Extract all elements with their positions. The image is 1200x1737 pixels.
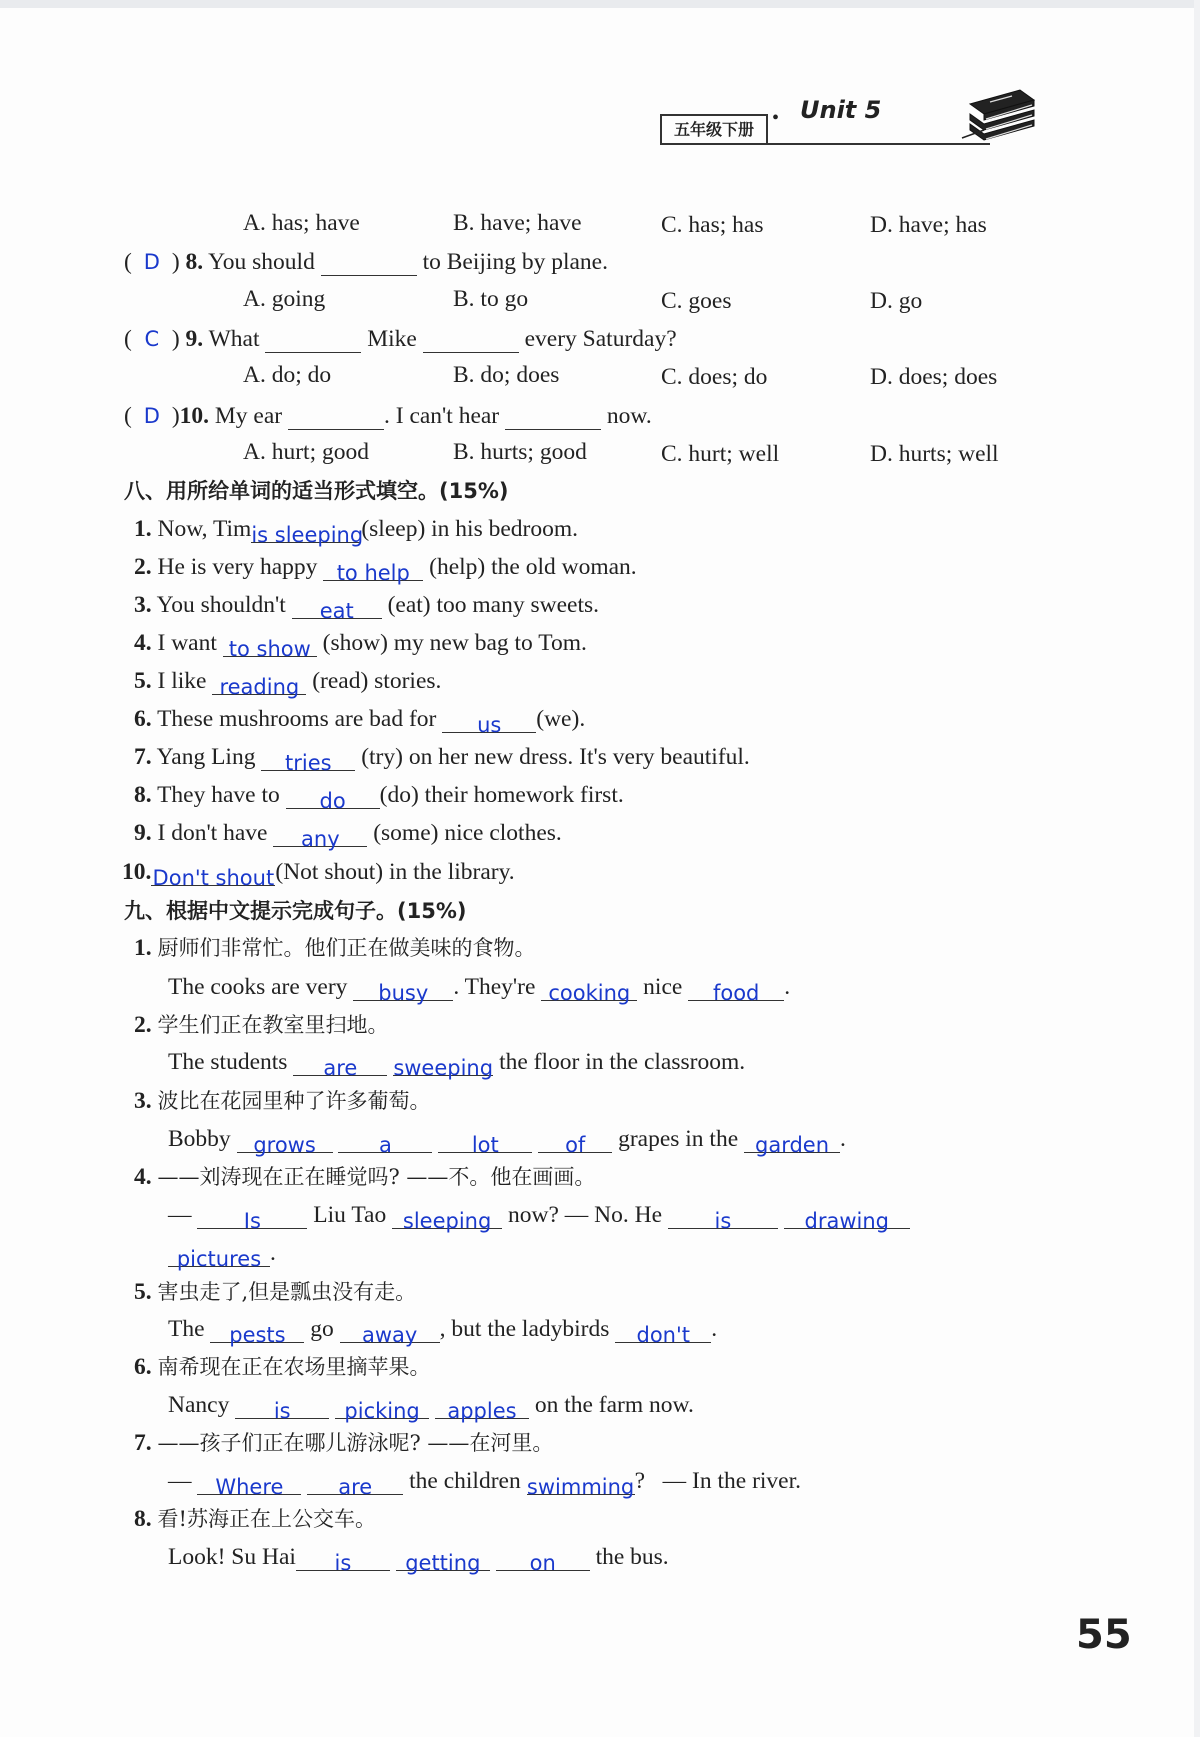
- s8-blank: [251, 516, 364, 547]
- s9-text: Liu Tao: [313, 1202, 387, 1228]
- header-dot: •: [772, 107, 780, 129]
- s9-text: The cooks are very: [168, 974, 348, 1000]
- q10-option-d: D. hurts; well: [870, 441, 999, 467]
- s8-answer: is sleeping: [251, 523, 364, 547]
- s9-text: .: [270, 1240, 276, 1266]
- s9-dash: —: [168, 1468, 192, 1494]
- s9-text: The students: [168, 1049, 288, 1075]
- s9-q5-en: [168, 1314, 718, 1347]
- s9-q6-cn: [134, 1352, 431, 1382]
- question-9: ( C ) 9. What Mike every Saturday?: [124, 326, 677, 352]
- s9-blank: [293, 1049, 387, 1080]
- q9-option-d: D. does; does: [870, 364, 998, 390]
- s8-item-text-post: (we).: [536, 706, 586, 732]
- header-rule: [660, 143, 990, 145]
- q8-option-b: B. to go: [453, 286, 529, 312]
- s9-blank: [615, 1316, 711, 1347]
- s9-answer: a: [379, 1133, 392, 1157]
- s8-item-text-post: (show) my new bag to Tom.: [322, 630, 587, 656]
- q9-option-c: C. does; do: [661, 364, 768, 390]
- s8-item-number: 1.: [134, 516, 152, 542]
- section-9-title: 九、根据中文提示完成句子。(15%): [124, 899, 467, 923]
- q7-option-b: B. have; have: [453, 210, 582, 236]
- s8-item-3: [134, 590, 600, 623]
- s8-item-text-pre: I don't have: [157, 820, 268, 846]
- s8-item-text-post: (sleep) in his bedroom.: [361, 516, 579, 542]
- s9-answer: grows: [253, 1133, 316, 1157]
- s8-item-2: [134, 552, 637, 585]
- s8-item-number: 9.: [134, 820, 152, 846]
- q9-option-a: A. do; do: [243, 362, 332, 388]
- s8-item-text-pre: You shouldn't: [156, 592, 286, 618]
- s9-q8-number: 8.: [134, 1506, 152, 1532]
- q8-text-post: to Beijing by plane.: [422, 249, 608, 275]
- s9-blank: [526, 1468, 635, 1499]
- s9-answer: on: [529, 1551, 556, 1575]
- s9-blank: [340, 1316, 440, 1347]
- s9-answer: drawing: [804, 1209, 889, 1233]
- s9-q1-cn: [134, 933, 536, 963]
- s8-item-text-post: (Not shout) in the library.: [275, 859, 515, 885]
- s9-q5-number: 5.: [134, 1279, 152, 1305]
- s8-item-text-pre: I like: [157, 668, 207, 694]
- s9-dash: —: [168, 1202, 192, 1228]
- scan-edge-right: [1194, 0, 1200, 1737]
- q9-option-b: B. do; does: [453, 362, 560, 388]
- s9-blank: [784, 1202, 910, 1233]
- s9-blank: [237, 1126, 333, 1157]
- s9-blank: [335, 1392, 429, 1423]
- s8-item-number: 10.: [122, 859, 152, 885]
- s8-item-text-post: (do) their homework first.: [379, 782, 624, 808]
- s9-text: The: [168, 1316, 205, 1342]
- s9-q8-cn: [134, 1504, 376, 1534]
- s9-blank: [168, 1240, 270, 1271]
- s9-answer: sweeping: [393, 1056, 494, 1080]
- s8-item-text-pre: He is very happy: [157, 554, 318, 580]
- s8-answer: eat: [319, 599, 354, 623]
- s8-blank: [261, 744, 355, 775]
- q9-answer: C: [144, 327, 160, 351]
- s9-answer: are: [323, 1056, 358, 1080]
- s9-q3-en: [168, 1124, 846, 1157]
- s8-item-text-post: (help) the old woman.: [429, 554, 637, 580]
- s9-q4-en-cont: [168, 1238, 276, 1271]
- q8-option-d: D. go: [870, 288, 923, 314]
- s9-q4-en: [168, 1200, 910, 1233]
- q10-answer: D: [143, 404, 160, 428]
- s9-q2-chinese: 学生们正在教室里扫地。: [157, 1013, 389, 1037]
- q9-blank-1: [265, 326, 361, 353]
- s9-blank: [393, 1049, 494, 1080]
- s8-answer: reading: [219, 675, 300, 699]
- s9-text: on the farm now.: [534, 1392, 694, 1418]
- s9-text: Bobby: [168, 1126, 231, 1152]
- s8-blank: [286, 782, 380, 813]
- s9-answer: sleeping: [402, 1209, 492, 1233]
- s9-answer: is: [273, 1399, 291, 1423]
- s9-answer: Where: [215, 1475, 284, 1499]
- s9-blank: [197, 1468, 301, 1499]
- s9-blank: [435, 1392, 529, 1423]
- s9-blank: [353, 974, 453, 1005]
- s9-answer: is: [714, 1209, 732, 1233]
- s8-blank: [212, 668, 306, 699]
- s9-answer: busy: [378, 981, 429, 1005]
- s8-item-7: [134, 742, 750, 775]
- s8-answer: tries: [285, 751, 332, 775]
- grade-label: 五年级下册: [660, 114, 768, 144]
- q9-text-mid: Mike: [367, 326, 417, 352]
- s9-text: go: [310, 1316, 334, 1342]
- q10-text-mid: . I can't hear: [384, 403, 500, 429]
- q8-option-a: A. going: [243, 286, 326, 312]
- s9-q2-number: 2.: [134, 1012, 152, 1038]
- q10-text-post: now.: [606, 403, 652, 429]
- s9-blank: [197, 1202, 307, 1233]
- s9-blank: [668, 1202, 778, 1233]
- s9-answer: is: [334, 1551, 352, 1575]
- s9-q2-en: [168, 1047, 746, 1080]
- s8-item-text-post: (read) stories.: [312, 668, 442, 694]
- q10-option-c: C. hurt; well: [661, 441, 780, 467]
- s9-answer: apples: [447, 1399, 517, 1423]
- q7-option-a: A. has; have: [243, 210, 360, 236]
- q9-text-pre: What: [208, 326, 260, 352]
- s8-item-9: [134, 818, 562, 851]
- s8-item-number: 8.: [134, 782, 152, 808]
- s8-item-number: 7.: [134, 744, 152, 770]
- s8-answer: to help: [336, 561, 410, 585]
- q8-answer: D: [143, 250, 160, 274]
- s9-q6-chinese: 南希现在正在农场里摘苹果。: [157, 1355, 431, 1379]
- s9-answer: lot: [471, 1133, 499, 1157]
- s9-q4-number: 4.: [134, 1164, 152, 1190]
- s9-blank: [338, 1126, 432, 1157]
- q10-number: 10.: [179, 403, 210, 429]
- s8-item-1: [134, 514, 579, 547]
- s9-blank: [538, 1126, 612, 1157]
- s9-answer: garden: [755, 1133, 830, 1157]
- s9-blank: [392, 1202, 502, 1233]
- s8-item-text-pre: These mushrooms are bad for: [157, 706, 437, 732]
- s8-item-6: [134, 704, 586, 737]
- s9-text: . They're: [453, 974, 536, 1000]
- s9-q2-cn: [134, 1010, 389, 1040]
- q10-option-a: A. hurt; good: [243, 439, 369, 465]
- s9-answer: pictures: [176, 1247, 262, 1271]
- s9-answer: food: [712, 981, 760, 1005]
- s9-q5-chinese: 害虫走了,但是瓢虫没有走。: [157, 1280, 417, 1304]
- scan-edge: [0, 0, 1200, 8]
- s8-blank: [223, 630, 317, 661]
- q8-number: 8.: [185, 249, 204, 275]
- s9-q3-number: 3.: [134, 1088, 152, 1114]
- s9-q4-cn: [134, 1162, 595, 1192]
- s9-answer: picking: [344, 1399, 420, 1423]
- s9-q1-en: [168, 972, 791, 1005]
- q10-blank-2: [505, 403, 601, 430]
- s9-text: — In the river.: [662, 1468, 802, 1494]
- s9-blank: [210, 1316, 304, 1347]
- question-10: ( D )10. My ear . I can't hear now.: [124, 403, 652, 429]
- s9-answer: are: [338, 1475, 373, 1499]
- q10-option-b: B. hurts; good: [453, 439, 587, 465]
- s9-text: .: [840, 1126, 846, 1152]
- s9-answer: cooking: [548, 981, 631, 1005]
- s8-item-text-post: (try) on her new dress. It's very beautiful.: [361, 744, 750, 770]
- s9-q6-en: [168, 1390, 694, 1423]
- s9-blank: [235, 1392, 329, 1423]
- s8-item-text-pre: Yang Ling: [156, 744, 256, 770]
- s8-answer: us: [477, 713, 502, 737]
- q10-text-pre: My ear: [214, 403, 283, 429]
- book-stack-icon: [960, 86, 1040, 146]
- s9-answer: away: [362, 1323, 418, 1347]
- q9-text-post: every Saturday?: [524, 326, 677, 352]
- s9-answer: Is: [243, 1209, 261, 1233]
- q8-option-c: C. goes: [661, 288, 732, 314]
- s8-item-8: [134, 780, 624, 813]
- s9-text: .: [711, 1316, 718, 1342]
- s9-q7-en: [168, 1466, 802, 1499]
- s8-item-5: [134, 666, 442, 699]
- s9-text: — No. He: [564, 1202, 663, 1228]
- s9-blank: [396, 1544, 490, 1575]
- s9-q3-chinese: 波比在花园里种了许多葡萄。: [157, 1089, 431, 1113]
- s9-text: ?: [634, 1468, 646, 1494]
- s8-item-number: 4.: [134, 630, 152, 656]
- q8-blank: [321, 249, 417, 276]
- q9-blank-2: [423, 326, 519, 353]
- s9-text: grapes in the: [618, 1126, 739, 1152]
- s8-item-number: 6.: [134, 706, 152, 732]
- s9-q8-en: [168, 1542, 669, 1575]
- s9-q7-chinese: ——孩子们正在哪儿游泳呢? ——在河里。: [157, 1431, 554, 1455]
- s9-text: now?: [507, 1202, 559, 1228]
- page-number: 55: [1076, 1612, 1132, 1658]
- s9-q8-chinese: 看!苏海正在上公交车。: [157, 1507, 376, 1531]
- q9-number: 9.: [185, 326, 204, 352]
- unit-title: Unit 5: [800, 96, 882, 124]
- s8-item-10: [122, 857, 515, 890]
- s8-item-text-pre: I want: [157, 630, 217, 656]
- s9-text: Nancy: [168, 1392, 230, 1418]
- s9-blank: [438, 1126, 532, 1157]
- s9-q7-number: 7.: [134, 1430, 152, 1456]
- question-8: ( D ) 8. You should to Beijing by plane.: [124, 249, 608, 275]
- s9-blank: [307, 1468, 403, 1499]
- s8-blank: [292, 592, 382, 623]
- s8-blank: [273, 820, 367, 851]
- s9-q6-number: 6.: [134, 1354, 152, 1380]
- s9-q4-chinese: ——刘涛现在正在睡觉吗? ——不。他在画画。: [157, 1165, 596, 1189]
- s8-blank: [151, 859, 275, 890]
- s8-item-number: 5.: [134, 668, 152, 694]
- s9-q1-number: 1.: [134, 935, 152, 961]
- s8-blank: [442, 706, 536, 737]
- s8-item-text-pre: They have to: [157, 782, 280, 808]
- s8-item-4: [134, 628, 587, 661]
- s9-answer: don't: [636, 1323, 690, 1347]
- s8-item-text-post: (eat) too many sweets.: [387, 592, 600, 618]
- s8-answer: do: [319, 789, 346, 813]
- s9-answer: of: [565, 1133, 586, 1157]
- s8-answer: to show: [228, 637, 311, 661]
- s8-answer: any: [301, 827, 340, 851]
- s9-blank: [688, 974, 784, 1005]
- s9-answer: swimming: [526, 1475, 635, 1499]
- s9-text: the children: [409, 1468, 521, 1494]
- s9-blank: [541, 974, 637, 1005]
- q8-text-pre: You should: [208, 249, 315, 275]
- s8-item-number: 2.: [134, 554, 152, 580]
- q7-option-c: C. has; has: [661, 212, 764, 238]
- s8-blank: [323, 554, 423, 585]
- s9-text: , but the ladybirds: [439, 1316, 610, 1342]
- s9-q5-cn: [134, 1277, 416, 1307]
- q10-blank-1: [288, 403, 384, 430]
- s9-text: nice: [643, 974, 683, 1000]
- s9-q7-cn: [134, 1428, 553, 1458]
- s9-answer: pests: [229, 1323, 286, 1347]
- s9-text: the floor in the classroom.: [499, 1049, 746, 1075]
- s8-item-number: 3.: [134, 592, 152, 618]
- s8-answer: Don't shout: [152, 866, 275, 890]
- s9-text: .: [784, 974, 791, 1000]
- section-8-title: 八、用所给单词的适当形式填空。(15%): [124, 479, 509, 503]
- s9-answer: getting: [405, 1551, 481, 1575]
- s9-q1-chinese: 厨师们非常忙。他们正在做美味的食物。: [157, 936, 536, 960]
- s9-text: Look! Su Hai: [168, 1544, 296, 1570]
- s9-q3-cn: [134, 1086, 431, 1116]
- q7-option-d: D. have; has: [870, 212, 987, 238]
- s9-blank: [496, 1544, 590, 1575]
- s8-item-text-pre: Now, Tim: [157, 516, 252, 542]
- s8-item-text-post: (some) nice clothes.: [373, 820, 562, 846]
- s9-blank: [296, 1544, 390, 1575]
- s9-blank: [744, 1126, 840, 1157]
- s9-text: the bus.: [595, 1544, 669, 1570]
